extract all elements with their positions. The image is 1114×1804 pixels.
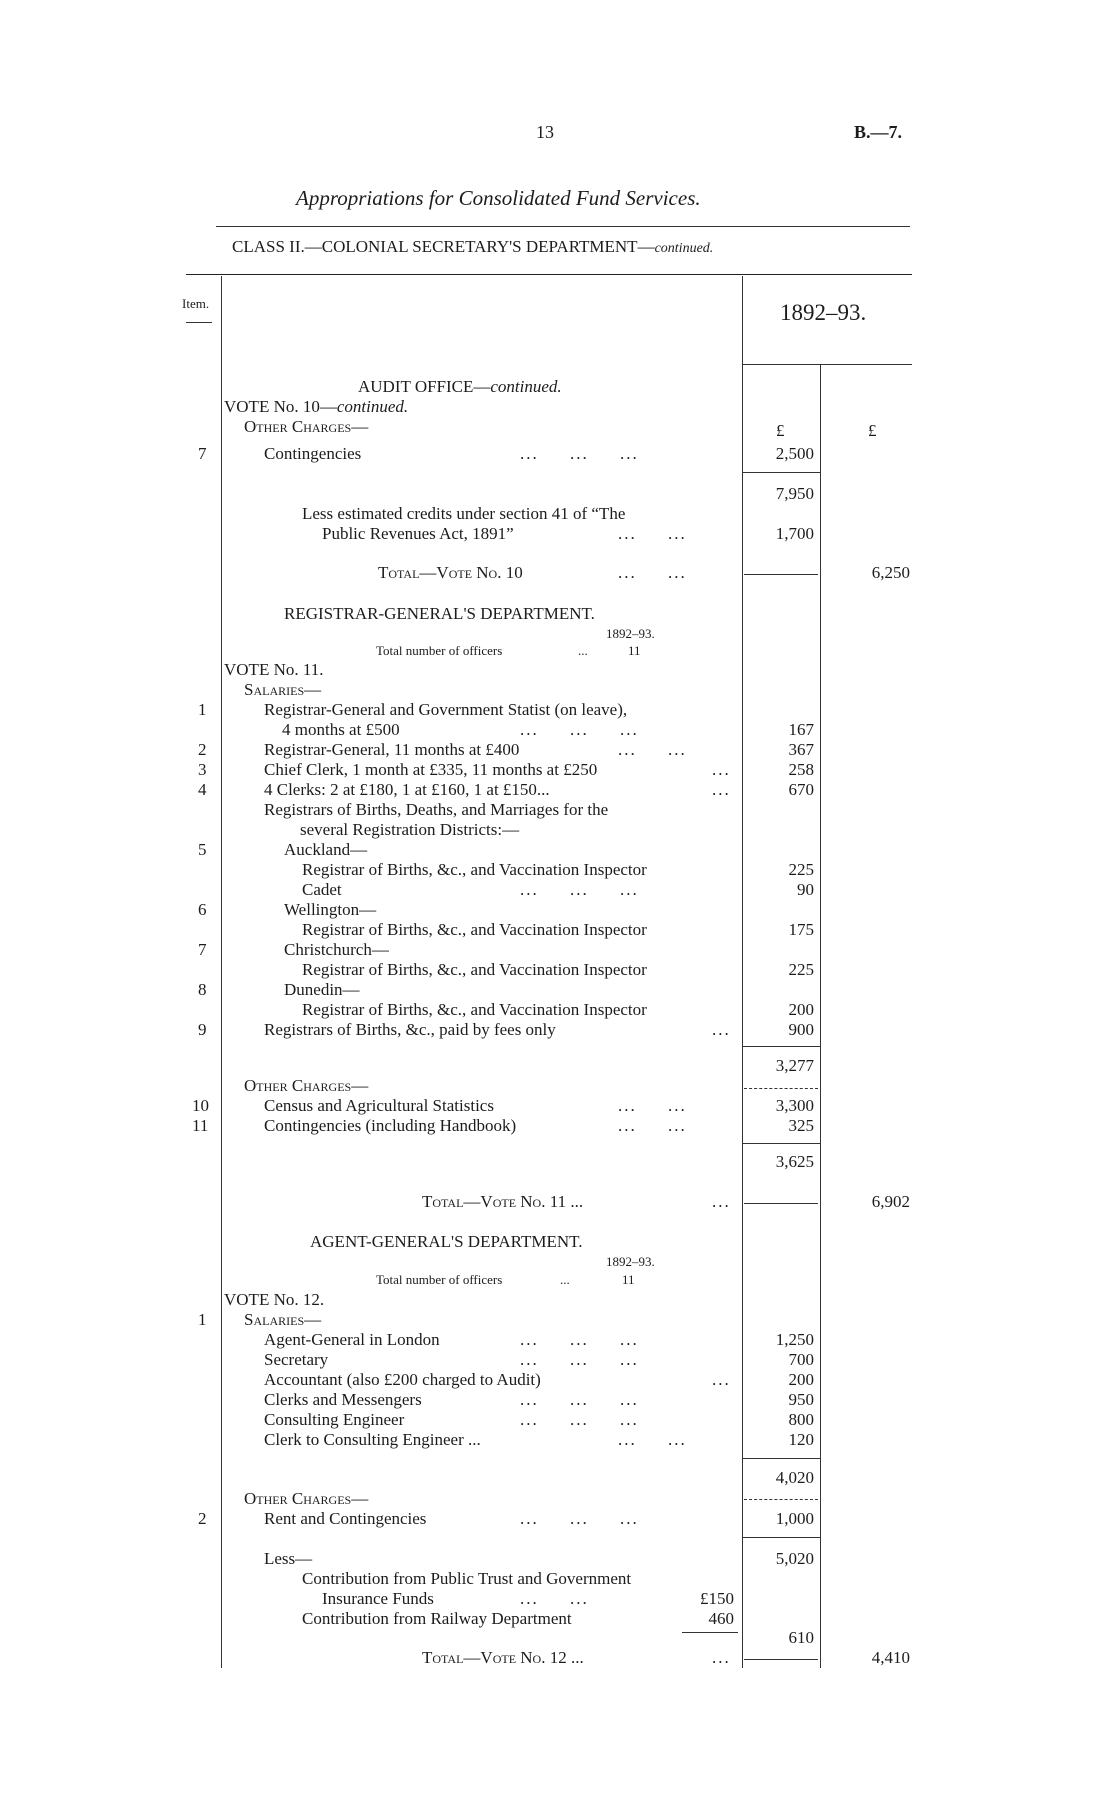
- line-amount: 700: [788, 1350, 814, 1369]
- item-number: 7: [198, 940, 207, 959]
- page-number: 13: [536, 122, 554, 142]
- contribution-railway-amount: 460: [708, 1609, 734, 1628]
- line-label: Census and Agricultural Statistics: [264, 1096, 494, 1115]
- leader-dots: ... ... ...: [520, 880, 639, 899]
- line-amount: 900: [788, 1020, 814, 1039]
- district-label: Wellington—: [284, 900, 377, 919]
- line-amount: 175: [788, 920, 814, 939]
- item-number: 10: [192, 1096, 209, 1115]
- section-heading-agent-general: AGENT-GENERAL'S DEPARTMENT.: [310, 1232, 583, 1251]
- gross-amount: 5,020: [775, 1549, 814, 1568]
- district-label: Christchurch—: [284, 940, 389, 959]
- item-number: 1: [198, 700, 207, 719]
- leader-dots: ...: [560, 1272, 570, 1287]
- line-amount: 200: [788, 1000, 814, 1019]
- salaries-heading: Salaries—: [244, 1310, 322, 1329]
- line-label: Registrar-General, 11 months at £400: [264, 740, 520, 759]
- table-top-rule: [186, 274, 912, 275]
- item-number: 3: [198, 760, 207, 779]
- leader-dots: ...: [712, 780, 731, 799]
- line-amount: 670: [788, 780, 814, 799]
- total-dash: [744, 1659, 818, 1660]
- line-amount: 1,250: [775, 1330, 814, 1349]
- subtotal-rule: [742, 1046, 820, 1047]
- item-number: 8: [198, 980, 207, 999]
- line-amount: 367: [788, 740, 814, 759]
- district-label: Auckland—: [284, 840, 368, 859]
- item-number: 5: [198, 840, 207, 859]
- subtotal-rule: [742, 1537, 820, 1538]
- line-label: Registrar of Births, &c., and Vaccination Inspector: [302, 960, 647, 979]
- line-label: Consulting Engineer: [264, 1410, 405, 1429]
- line-amount: 2,500: [775, 444, 814, 463]
- leader-dots: ... ...: [618, 563, 687, 582]
- line-label: several Registration Districts:—: [300, 820, 520, 839]
- officers-label: Total number of officers: [376, 1272, 503, 1287]
- leader-dots: ... ... ...: [520, 1350, 639, 1369]
- item-number: 4: [198, 780, 207, 799]
- line-label: Rent and Contingencies: [264, 1509, 427, 1528]
- leader-dots: ... ... ...: [520, 1390, 639, 1409]
- line-label: Chief Clerk, 1 month at £335, 11 months at £250: [264, 760, 598, 779]
- line-amount: 325: [788, 1116, 814, 1135]
- vote-11-heading: VOTE No. 11.: [224, 660, 324, 679]
- subtotal-rule: [742, 472, 820, 473]
- contribution-rule: [682, 1632, 738, 1633]
- other-charges-heading: Other Charges—: [244, 417, 369, 436]
- line-label: Contingencies (including Handbook): [264, 1116, 517, 1135]
- document-reference: B.—7.: [854, 122, 903, 142]
- line-label: Clerks and Messengers: [264, 1390, 422, 1409]
- officers-count: 11: [622, 1272, 635, 1287]
- line-label: Contingencies: [264, 444, 362, 463]
- line-label: Registrars of Births, &c., paid by fees only: [264, 1020, 556, 1039]
- salaries-heading: Salaries—: [244, 680, 322, 699]
- vote-10-total-label: Total—Vote No. 10: [378, 563, 523, 582]
- vote-12-total: 4,410: [871, 1648, 910, 1667]
- line-amount: 950: [788, 1390, 814, 1409]
- title-rule: [216, 226, 910, 227]
- salaries-subtotal: 3,277: [775, 1056, 814, 1075]
- line-amount: 3,300: [775, 1096, 814, 1115]
- contribution-amount: £150: [700, 1589, 734, 1608]
- line-label: Clerk to Consulting Engineer ...: [264, 1430, 481, 1449]
- subtotal-dash: [744, 1088, 818, 1089]
- leader-dots: ...: [712, 1020, 731, 1039]
- section-heading-audit-office: AUDIT OFFICE—continued.: [358, 377, 562, 396]
- line-label: Registrar of Births, &c., and Vaccination Inspector: [302, 860, 647, 879]
- item-column-rule: [221, 276, 222, 1668]
- officers-count: 11: [628, 643, 641, 658]
- officers-year: 1892–93.: [606, 626, 655, 641]
- contribution-railway-label: Contribution from Railway Department: [302, 1609, 572, 1628]
- leader-dots: ... ... ...: [520, 444, 639, 463]
- leader-dots: ... ...: [618, 524, 687, 543]
- line-label: Cadet: [302, 880, 342, 899]
- item-number: 2: [198, 740, 207, 759]
- subtotal-rule: [742, 1143, 820, 1144]
- line-label: Registrars of Births, Deaths, and Marriages for the: [264, 800, 609, 819]
- leader-dots: ... ...: [618, 1430, 687, 1449]
- amount-column-rule-right: [820, 364, 821, 1668]
- leader-dots: ... ... ...: [520, 1330, 639, 1349]
- leader-dots: ... ...: [520, 1589, 589, 1608]
- item-number: 7: [198, 444, 207, 463]
- line-amount: 225: [788, 960, 814, 979]
- less-credits-amount: 1,700: [775, 524, 814, 543]
- line-amount: 800: [788, 1410, 814, 1429]
- leader-dots: ...: [578, 643, 588, 658]
- line-label: Accountant (also £200 charged to Audit): [264, 1370, 541, 1389]
- less-credits-line-1: Less estimated credits under section 41 of “The: [302, 504, 626, 523]
- other-charges-subtotal: 3,625: [775, 1152, 814, 1171]
- leader-dots: ... ... ...: [520, 720, 639, 739]
- line-amount: 225: [788, 860, 814, 879]
- salaries-subtotal: 4,020: [775, 1468, 814, 1487]
- line-label: Registrar-General and Government Statist (on leave),: [264, 700, 628, 719]
- class-heading: CLASS II.—COLONIAL SECRETARY'S DEPARTMENT—continued.: [232, 237, 714, 256]
- district-label: Dunedin—: [284, 980, 360, 999]
- vote-12-heading: VOTE No. 12.: [224, 1290, 325, 1309]
- line-label: Agent-General in London: [264, 1330, 440, 1349]
- line-amount: 200: [788, 1370, 814, 1389]
- line-amount: 258: [788, 760, 814, 779]
- leader-dots: ...: [712, 1192, 731, 1211]
- leader-dots: ... ...: [618, 1116, 687, 1135]
- line-amount: 167: [788, 720, 814, 739]
- line-amount: 90: [797, 880, 814, 899]
- item-column-header: Item.: [182, 296, 210, 311]
- subtotal-dash: [744, 1499, 818, 1500]
- leader-dots: ... ...: [618, 740, 687, 759]
- pound-symbol-total: £: [868, 421, 877, 440]
- vote-12-total-label: Total—Vote No. 12 ...: [422, 1648, 584, 1667]
- officers-label: Total number of officers: [376, 643, 503, 658]
- year-column-header: 1892–93.: [780, 300, 867, 325]
- leader-dots: ...: [712, 760, 731, 779]
- section-heading-registrar-general: REGISTRAR-GENERAL'S DEPARTMENT.: [284, 604, 595, 623]
- item-number: 1: [198, 1310, 207, 1329]
- total-dash: [744, 574, 818, 575]
- total-dash: [744, 1203, 818, 1204]
- pound-symbol-subtotal: £: [776, 421, 785, 440]
- page-title: Appropriations for Consolidated Fund Services.: [296, 186, 701, 210]
- subtotal-amount: 7,950: [775, 484, 814, 503]
- year-header-rule: [742, 364, 912, 365]
- officers-year: 1892–93.: [606, 1254, 655, 1269]
- line-label: 4 months at £500: [282, 720, 400, 739]
- less-total: 610: [788, 1628, 814, 1647]
- less-credits-line-2: Public Revenues Act, 1891”: [322, 524, 514, 543]
- item-number: 2: [198, 1509, 207, 1528]
- contribution-line-1: Contribution from Public Trust and Government: [302, 1569, 632, 1588]
- leader-dots: ... ...: [618, 1096, 687, 1115]
- contribution-line-2: Insurance Funds: [322, 1589, 434, 1608]
- other-charges-heading: Other Charges—: [244, 1076, 369, 1095]
- line-amount: 1,000: [775, 1509, 814, 1528]
- amount-column-rule-left: [742, 276, 743, 1668]
- leader-dots: ...: [712, 1648, 731, 1667]
- line-label: Registrar of Births, &c., and Vaccination Inspector: [302, 920, 647, 939]
- less-heading: Less—: [264, 1549, 313, 1568]
- leader-dots: ... ... ...: [520, 1509, 639, 1528]
- line-label: Registrar of Births, &c., and Vaccination Inspector: [302, 1000, 647, 1019]
- vote-11-total-label: Total—Vote No. 11 ...: [422, 1192, 584, 1211]
- item-number: 9: [198, 1020, 207, 1039]
- leader-dots: ...: [712, 1370, 731, 1389]
- vote-11-total: 6,902: [871, 1192, 910, 1211]
- leader-dots: ... ... ...: [520, 1410, 639, 1429]
- line-amount: 120: [788, 1430, 814, 1449]
- other-charges-heading: Other Charges—: [244, 1489, 369, 1508]
- vote-10-total: 6,250: [871, 563, 910, 582]
- line-label: Secretary: [264, 1350, 329, 1369]
- line-label: 4 Clerks: 2 at £180, 1 at £160, 1 at £150...: [264, 780, 550, 799]
- vote-10-heading: VOTE No. 10—continued.: [224, 397, 409, 416]
- subtotal-rule: [742, 1458, 820, 1459]
- item-header-underline: [186, 322, 212, 323]
- item-number: 6: [198, 900, 207, 919]
- item-number: 11: [192, 1116, 209, 1135]
